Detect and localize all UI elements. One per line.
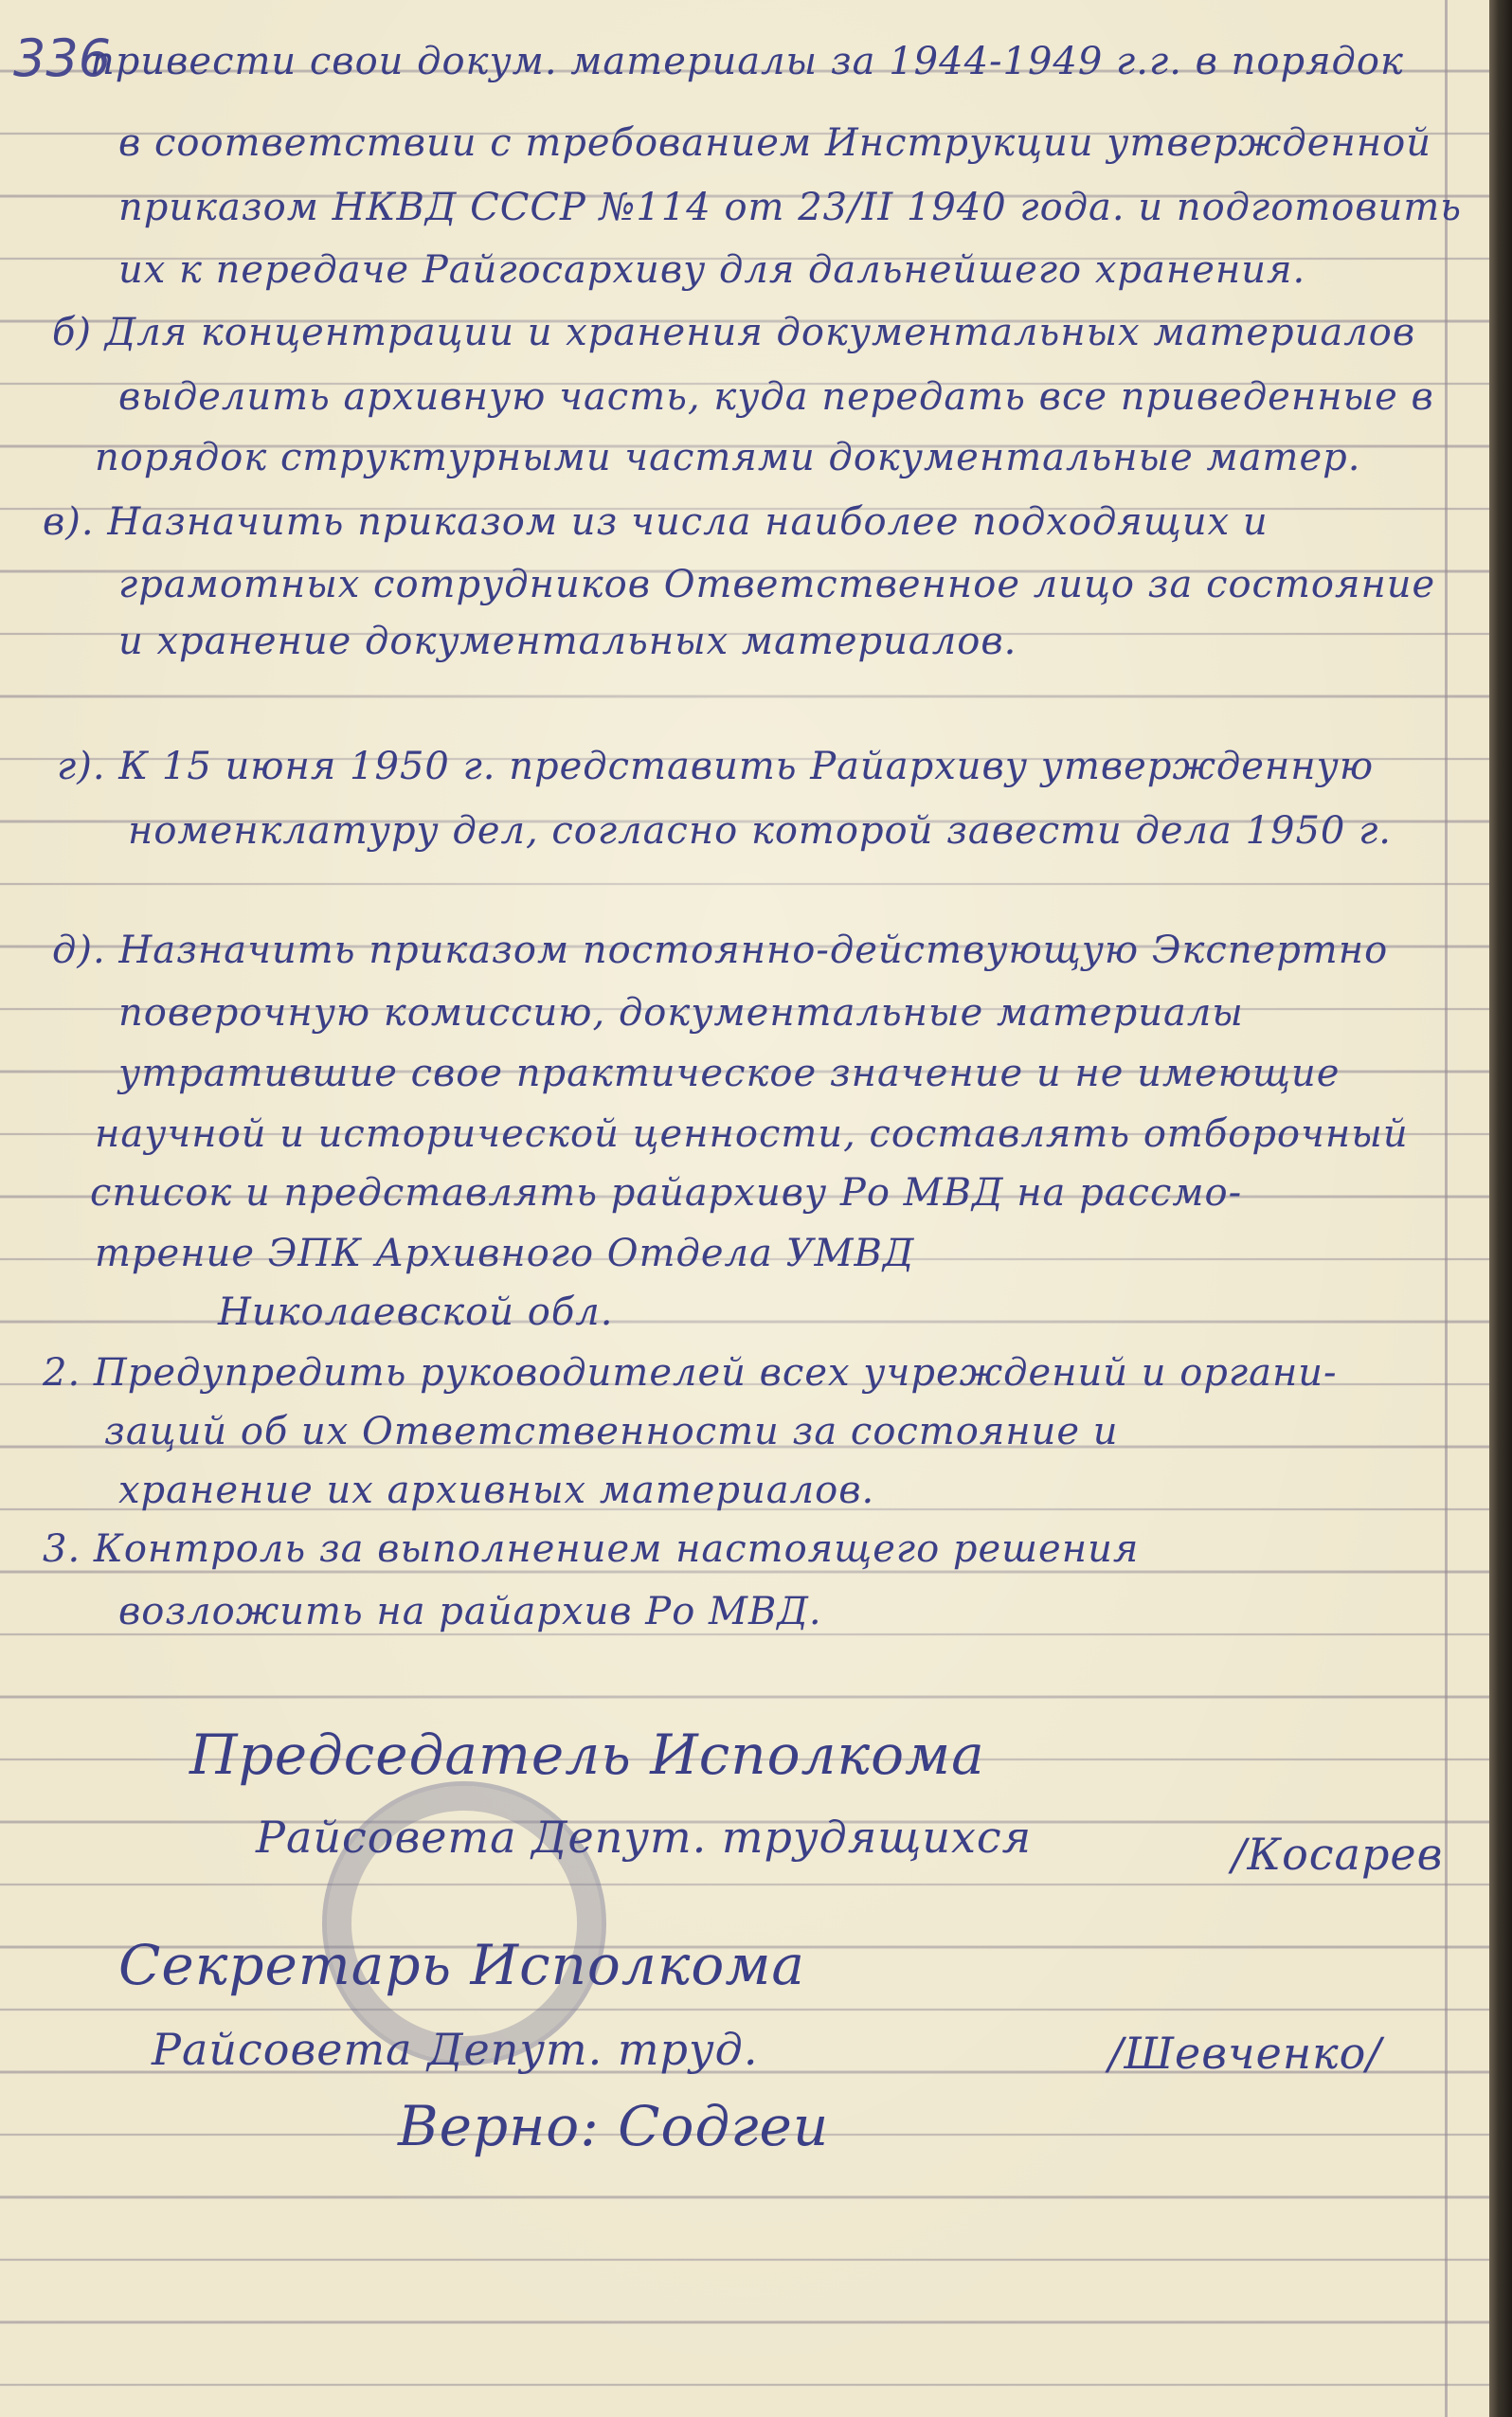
secretary-title: Секретарь Исполкома (118, 1933, 805, 1997)
text-line: 3. Контроль за выполнением настоящего решения (43, 1527, 1140, 1571)
text-line: номенклатуру дел, согласно которой завести дела 1950 г. (128, 809, 1393, 853)
text-line: Николаевской обл. (218, 1290, 614, 1334)
text-line: научной и исторической ценности, составлять отборочный (95, 1112, 1409, 1156)
text-line: г). К 15 июня 1950 г. представить Райархиву утвержденную (57, 745, 1375, 788)
text-line: выделить архивную часть, куда передать все приведенные в (118, 375, 1434, 419)
text-line: заций об их Ответственности за состояние и (104, 1410, 1119, 1453)
text-line: список и представлять райархиву Ро МВД на рассмо- (90, 1171, 1243, 1215)
text-line: в). Назначить приказом из числа наиболее подходящих и (43, 500, 1269, 544)
text-line: возложить на райархив Ро МВД. (118, 1590, 822, 1633)
text-line: и хранение документальных материалов. (118, 620, 1017, 663)
margin-rule (1445, 0, 1448, 2417)
secretary-council: Райсовета Депут. труд. (152, 2024, 759, 2075)
text-line: приказом НКВД СССР №114 от 23/II 1940 года. и подготовить (118, 186, 1463, 229)
verified-line: Верно: Содгеи (398, 2094, 830, 2158)
chair-title: Председатель Исполкома (189, 1723, 985, 1787)
text-line: поверочную комиссию, документальные материалы (118, 991, 1244, 1035)
secretary-signature: /Шевченко/ (1108, 2028, 1382, 2079)
text-line: хранение их архивных материалов. (118, 1469, 875, 1512)
text-line: д). Назначить приказом постоянно-действующую Экспертно (52, 929, 1389, 972)
page-number: 336 (13, 28, 112, 88)
text-line: утратившие свое практическое значение и не имеющие (118, 1052, 1341, 1095)
text-line: привести свои докум. материалы за 1944-1949 г.г. в порядок (90, 40, 1404, 83)
text-line: трение ЭПК Архивного Отдела УМВД (95, 1232, 915, 1275)
binding-spine (1489, 0, 1512, 2417)
text-line: порядок структурными частями документальные матер. (95, 436, 1361, 479)
chair-council: Райсовета Депут. трудящихся (256, 1812, 1033, 1863)
text-line: их к передаче Райгосархиву для дальнейшего хранения. (118, 248, 1306, 292)
text-line: грамотных сотрудников Ответственное лицо за состояние (118, 563, 1436, 606)
text-line: 2. Предупредить руководителей всех учреждений и органи- (43, 1351, 1338, 1395)
text-line: б) Для концентрации и хранения документальных материалов (52, 311, 1416, 354)
chair-signature: /Косарев (1232, 1829, 1444, 1880)
text-line: в соответствии с требованием Инструкции утвержденной (118, 121, 1431, 165)
